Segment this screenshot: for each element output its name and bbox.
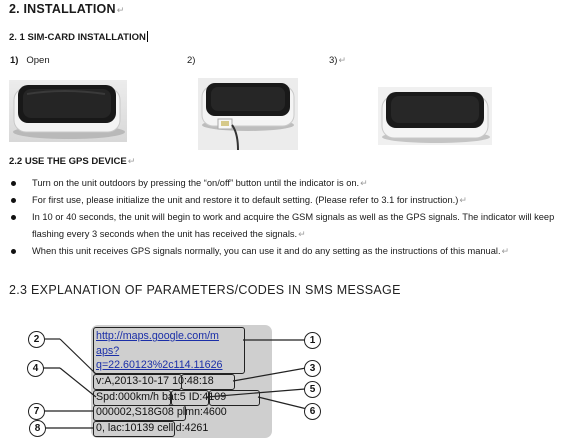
callout-1: 1 xyxy=(304,332,321,349)
paragraph-mark: ↵ xyxy=(459,195,467,206)
paragraph-mark: ↵ xyxy=(338,55,346,65)
list-item-text: Turn on the unit outdoors by pressing the “on/off” button until the indicator is on. xyxy=(32,178,360,188)
callout-6: 6 xyxy=(304,403,321,420)
sms-link[interactable]: aps? xyxy=(96,345,120,357)
paragraph-mark: ↵ xyxy=(501,246,510,257)
paragraph-mark: ↵ xyxy=(360,178,368,188)
sms-plmn: plmn:4600 xyxy=(176,406,227,418)
step-2-number: 2) xyxy=(187,55,196,66)
sms-cellid: cellid:4261 xyxy=(157,422,209,434)
step-3-number: 3) xyxy=(329,55,338,66)
sms-status-date: v:A,2013-10-17 xyxy=(96,375,170,387)
list-item-text: For first use, please initialize the unit and restore it to default setting. (Please refer to 3.1 for instruction.) xyxy=(32,195,459,206)
step-1-number: 1) xyxy=(10,55,19,66)
paragraph-mark: ↵ xyxy=(127,156,136,166)
installation-heading-text: 2. INSTALLATION xyxy=(9,2,116,16)
callout-5: 5 xyxy=(304,381,321,398)
sms-battery: bat:5 xyxy=(161,391,186,403)
callout-7: 7 xyxy=(28,403,45,420)
sms-lac: 0, lac:10139 xyxy=(96,422,155,434)
callout-4: 4 xyxy=(27,360,44,377)
callout-2: 2 xyxy=(28,331,45,348)
paragraph-mark: ↵ xyxy=(298,229,306,240)
sms-link[interactable]: http://maps.google.com/m xyxy=(96,330,219,342)
paragraph-mark: ↵ xyxy=(116,5,125,15)
sim-card-heading-text: 2. 1 SIM-CARD INSTALLATION xyxy=(9,32,146,43)
step-1-text: Open xyxy=(26,55,50,66)
sms-imei-tail: 000002,S18G08 xyxy=(96,406,174,418)
sms-link[interactable]: q=22.60123%2c114.11626 xyxy=(96,359,223,371)
sms-id: ID:4109 xyxy=(188,391,227,403)
gps-heading-text: 2.2 USE THE GPS DEVICE xyxy=(9,156,127,167)
section-title-sms-parameters: 2.3 EXPLANATION OF PARAMETERS/CODES IN SMS MESSAGE xyxy=(9,283,401,297)
sms-speed: Spd:000km/h xyxy=(96,391,159,403)
callout-3: 3 xyxy=(304,360,321,377)
sms-time: 10:48:18 xyxy=(172,375,214,387)
list-item-text: When this unit receives GPS signals normally, you can use it and do any setting as the instructions of this manual. xyxy=(32,246,501,257)
list-item-text: In 10 or 40 seconds, the unit will begin to work and acquire the GSM signals as well as the GPS signals. The indicator will keep flashing every 3 seconds when the unit has received the signals. xyxy=(32,212,555,240)
callout-8: 8 xyxy=(29,420,46,437)
